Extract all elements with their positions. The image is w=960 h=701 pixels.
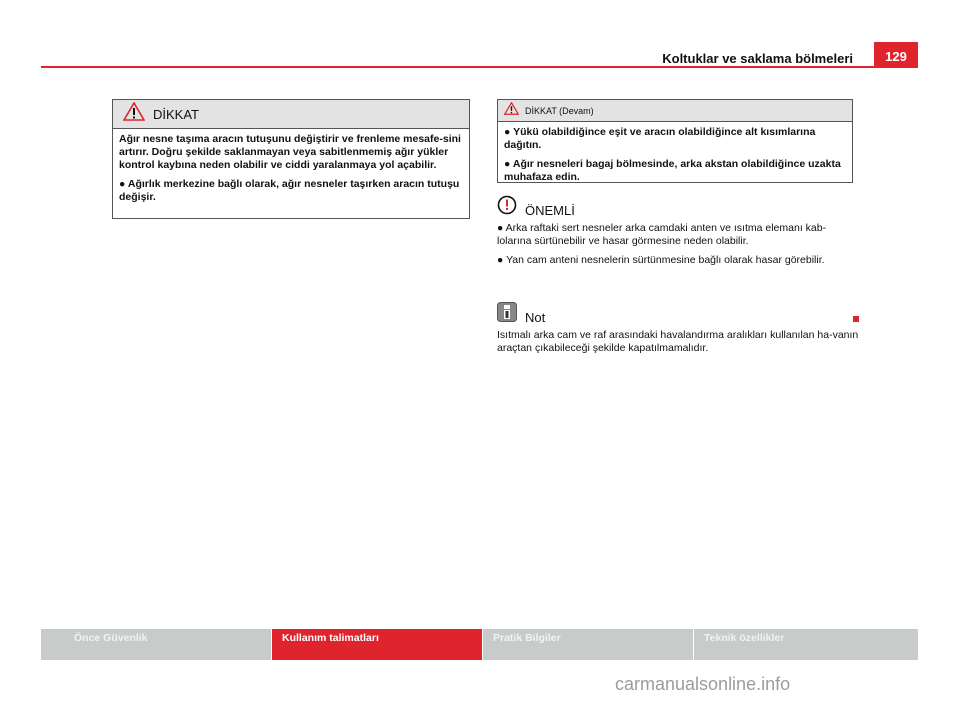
important-title: ÖNEMLİ — [525, 203, 575, 218]
page-number: 129 — [874, 42, 918, 67]
note-text: Isıtmalı arka cam ve raf arasındaki havalandırma aralıkları kullanılan ha-vanın araçtan çıkabileceği şekilde kapatılmamalıdır. — [497, 329, 859, 354]
warning-paragraph: ● Ağır nesneleri bagaj bölmesinde, arka akstan olabildiğince uzakta muhafaza edin. — [504, 158, 841, 183]
warning-continued-box — [497, 99, 853, 183]
tab-teknik-ozellikler[interactable]: Teknik özellikler — [694, 629, 918, 660]
warning-triangle-icon — [123, 102, 145, 126]
warning-continued-title: DİKKAT (Devam) — [525, 105, 594, 116]
tab-once-guvenlik[interactable]: Önce Güvenlik — [41, 629, 272, 660]
tab-pratik-bilgiler[interactable]: Pratik Bilgiler — [483, 629, 694, 660]
tab-kullanim-talimatlari[interactable]: Kullanım talimatları — [272, 629, 483, 660]
warning-box-header — [113, 100, 469, 129]
warning-title: DİKKAT — [153, 106, 199, 122]
watermark: carmanualsonline.info — [615, 674, 791, 694]
warning-box — [112, 99, 470, 219]
note-title: Not — [525, 310, 546, 325]
header-title: Koltuklar ve saklama bölmeleri — [662, 51, 853, 66]
header-rule — [41, 66, 918, 68]
important-paragraph: ● Yan cam anteni nesnelerin sürtünmesine bağlı olarak hasar görebilir. — [497, 254, 825, 266]
warning-triangle-icon — [504, 102, 519, 120]
note-section — [497, 302, 859, 361]
exclamation-circle-icon — [497, 195, 517, 218]
warning-paragraph: Ağır nesne taşıma aracın tutuşunu değiştirir ve frenleme mesafe-sini artırır. Doğru şekilde saklanmayan veya sabitlenmemiş ağır yükler kontrol kaybına neden olabilir ve ciddi yaralanmaya yol açabilir. — [119, 133, 461, 171]
section-end-marker — [853, 316, 859, 322]
warning-paragraph: ● Ağırlık merkezine bağlı olarak, ağır nesneler taşırken aracın tutuşu değişir. — [119, 178, 460, 203]
important-section — [497, 195, 859, 273]
footer-nav — [41, 629, 918, 660]
warning-paragraph: ● Yükü olabildiğince eşit ve aracın olabildiğince alt kısımlarına dağıtın. — [504, 126, 816, 151]
info-note-icon — [497, 302, 517, 325]
warning-continued-header — [498, 100, 852, 122]
important-paragraph: ● Arka raftaki sert nesneler arka camdaki anten ve ısıtma elemanı kab-lolarına sürtünebilir ve hasar görmesine neden olabilir. — [497, 222, 827, 247]
